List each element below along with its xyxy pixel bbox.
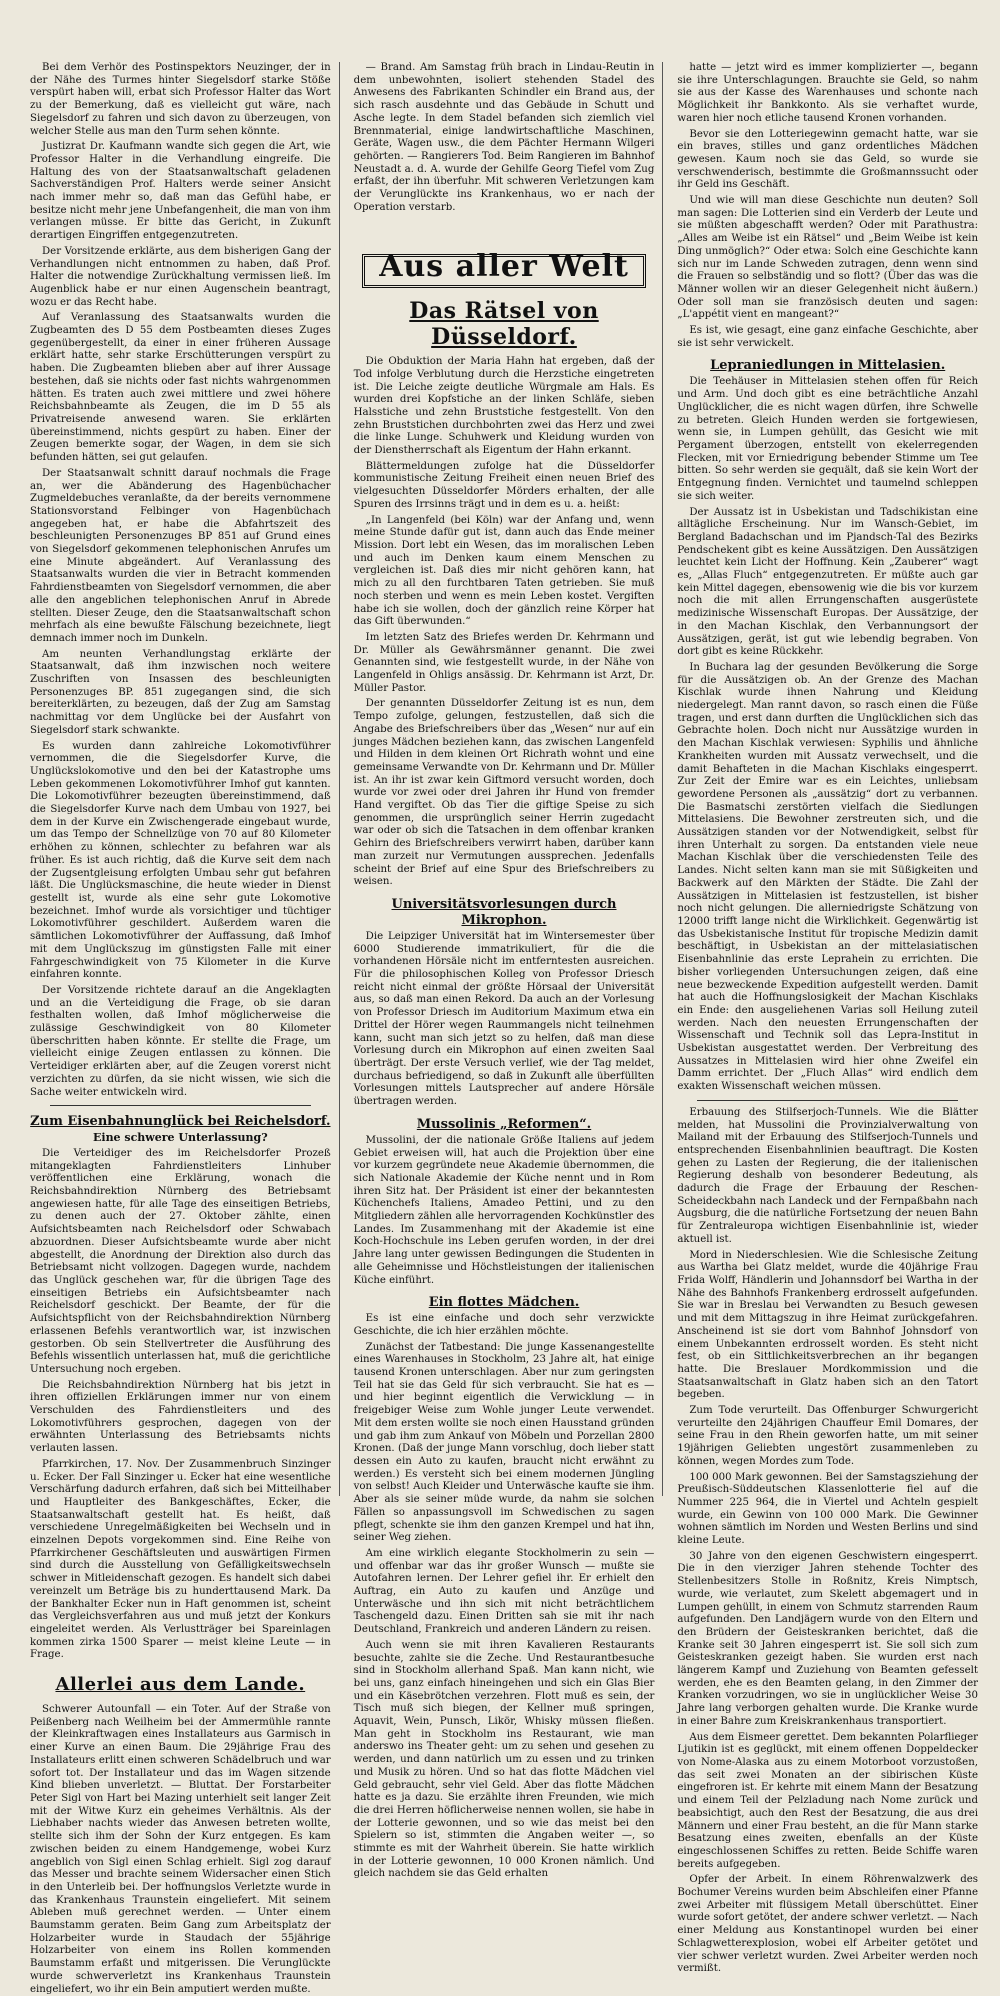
banner-title: Aus aller Welt — [379, 249, 629, 285]
paragraph — [30, 1459, 331, 1662]
paragraph: Blättermeldungen zufolge hat die Düsseldorfer kommunistische Zeitung Freiheit einen neuen Brief des vielgesuchten Düsseldorfer Mörders erhalten, der alle Spuren des Irrsinns trägt und in dem es u. a. heißt: — [353, 460, 655, 510]
paragraph: Justizrat Dr. Kaufmann wandte sich gegen die Art, wie Professor Halter in die Verhandlung eingreife. Die Haltung des von der Staatsanwaltschaft geladenen Sachverständigen Prof. Halters werde seiner Ansicht nach immer mehr so, daß man das Gefühl habe, er besitze nicht mehr jene Unbefangenheit, die man von ihm verlangen müsse. Er bitte das Gericht, in Zukunft derartigen Eingriffen entgegenzutreten. — [30, 141, 331, 242]
paragraph: Der genannten Düsseldorfer Zeitung ist es nun, dem Tempo zufolge, gelungen, festzustellen, daß sich die Angabe des Briefschreibers über das „Wesen“ nur auf ein junges Mädchen beziehen kann, das zwischen Langenfeld und Hilden in dem kleinen Ort Richrath wohnt und eine gemeinsame Verwandte von Dr. Kehrmann und Dr. Müller ist. An ihr ist zwar kein Giftmord versucht worden, doch wurde vor zwei oder drei Jahren ihr Hund von fremder Hand vergiftet. Ob das Tier die giftige Speise zu sich genommen, die ursprünglich seiner Herrin zugedacht war oder ob sich die Tatsachen in dem offenbar kranken Gehirn des Briefschreibers verwirrt haben, darüber kann man zurzeit nur Vermutungen aussprechen. Jedenfalls scheint der Brief auf eine Spur des Briefschreibers zu weisen. — [353, 698, 655, 888]
section-title: Allerlei aus dem Lande. — [55, 1674, 306, 1696]
paragraph: Bei dem Verhör des Postinspektors Neuzinger, der in der Nähe des Turmes hinter Siegelsdorf starke Stöße verspürt haben will, erbat sich Professor Halter das Wort zu der Bemerkung, daß es vielleicht gut wäre, nach Siegelsdorf zu fahren und sich davon zu überzeugen, von welcher Stelle aus man den Turm sehen könnte. — [30, 62, 331, 137]
paragraph: Und wie will man diese Geschichte nun deuten? Soll man sagen: Die Lotterien sind ein Verderb der Leute und sie müßten abgeschafft werden? Oder mit Parathustra: „Alles am Weibe ist ein Rätsel“ und „Beim Weibe ist kein Ding unmöglich?“ Oder etwa: Solch eine Geschichte kann sich nur im Lande Schweden zutragen, denn wenn sind die Frauen so selbständig und so flott? (Über das was die Männer wollen wir an dieser Gelegenheit nicht äußern.) Oder soll man sie französisch deuten und sagen: „L'appétit vient en mangeant?“ — [677, 195, 979, 321]
paragraph: — Brand. Am Samstag früh brach in Lindau-Reutin in dem unbewohnten, isoliert stehenden Stadel des Anwesens des Fabrikanten Schindler ein Brand aus, der sich rasch ausdehnte und das Gebäude in Schutt und Asche legte. In dem Stadel befanden sich ziemlich viel Brennmaterial, einige landwirtschaftliche Maschinen, Geräte, Wagen usw., die dem Pächter Hermann Wilgeri gehörten. — Rangierers Tod. Beim Rangieren im Bahnhof Neustadt a. d. A. wurde der Gehilfe Georg Tiefel vom Zug erfaßt, der ihn überfuhr. Mit schweren Verletzungen kam der Verunglückte ins Krankenhaus, wo er nach der Operation verstarb. — [353, 62, 655, 213]
paragraph: Es ist, wie gesagt, eine ganz einfache Geschichte, aber sie ist sehr verwickelt. — [677, 325, 979, 349]
divider — [50, 1105, 311, 1106]
paragraph: hatte — jetzt wird es immer komplizierter —, begann sie ihre Unterschlagungen. Brauchte sie Geld, so nahm sie aus der Kasse des Warenhauses und schonte nach Möglichkeit ihr Bankkonto. Als sie verhaftet wurde, waren hier noch etliche tausend Kronen vorhanden. — [677, 62, 979, 124]
paragraph: Aus dem Eismeer gerettet. Dem bekannten Polarflieger Ljutikin ist es geglückt, mit einem offenen Doppeldecker von Nome-Alaska aus zu einem Motorboot vorzustoßen, das seit zwei Monaten an der sibirischen Küste eingefroren ist. Er kehrte mit einem Mann der Besatzung und einem Teil der Pelzladung nach Nome zurück und beabsichtigt, auch den Rest der Besatzung, die aus drei Männern und einer Frau besteht, an die für Mann starke Besatzung eines zweiten, ebenfalls an der Küste eingeschlossenen Schiffes zu retten. Beide Schiffe waren bereits aufgegeben. — [677, 1731, 979, 1870]
paragraph: Die Reichsbahndirektion Nürnberg hat bis jetzt in ihren offiziellen Erklärungen immer nur von einem Verschulden des Fahrdienstleiters und des Lokomotivführers gesprochen, dagegen von der erwähnten Unterlassung des Betriebsamts nichts verlauten lassen. — [30, 1379, 331, 1455]
paragraph: Die Verteidiger des im Reichelsdorfer Prozeß mitangeklagten Fahrdienstleiters Linhuber veröffentlichen eine Erklärung, wonach die Reichsbahndirektion Nürnberg des Betriebsamt angewiesen hatte, für alle Tage des einseitigen Betriebs, zu denen auch der 27. Oktober zählte, einen Aufsichtsbeamten nach Reichelsdorf oder Schwabach abzuordnen. Dieser Aufsichtsbeamte wurde aber nicht abgestellt, die Anordnung der Direktion also durch das Betriebsamt nicht vollzogen. Dagegen wurde, nachdem das Unglück geschehen war, für die übrigen Tage des einseitigen Betriebs ein Aufsichtsbeamter nach Reichelsdorf geschickt. Der Beamte, der für die Aufsichtspflicht von der Reichsbahndirektion Nürnberg erlassenen Befehls verantwortlich war, ist inzwischen gestorben. Ob sein Stellvertreter die Ausführung des Befehls wissentlich unterlassen hat, muß die gerichtliche Untersuchung noch ergeben. — [30, 1147, 331, 1375]
paragraph: Auch wenn sie mit ihren Kavalieren Restaurants besuchte, zahlte sie die Zeche. Und Restaurantbesuche sind in Stockholm allerhand Spaß. Man kann nicht, wie bei uns, ganz einfach hineingehen und sich ein Glas Bier und ein Käsebrötchen verzehren. Flott muß es sein, der Tisch muß sich biegen, der Kellner muß springen, Aquavit, Wein, Punsch, Likör, Whisky müssen fließen. Man geht in Stockholm ins Restaurant, wie man anderswo ins Theater geht: um zu sehen und gesehen zu werden, und dann natürlich um zu essen und zu trinken und Musik zu hören. Und so hat das flotte Mädchen viel Geld gebraucht, sehr viel Geld. Aber das flotte Mädchen hatte es ja dazu. Sie erzählte ihren Freunden, wie mich die drei Herren höflicherweise nennen wollen, sie habe in der Lotterie gewonnen, und so wie das meist bei den Spielern so ist, stimmten die Angaben weiter —, so stimmte es mit der Wahrheit überein. Sie hatte wirklich in der Lotterie gewonnen, 10 000 Kronen nämlich. Und gleich nachdem sie das Geld erhalten — [353, 1639, 655, 1880]
paragraph: Auf Veranlassung des Staatsanwalts wurden die Zugbeamten des D 55 dem Postbeamten dieses Zuges gegenübergestellt, da einer in einer früheren Aussage erklärt hatte, sehr starke Erschütterungen verspürt zu haben. Die Zugbeamten blieben aber auf ihrer Aussage bestehen, daß sie nichts oder fast nichts wahrgenommen hätten. Es traten auch zwei mittlere und zwei höhere Reichsbahnbeamte als Zeugen, die im D 55 als Privatreisende anwesend waren. Sie erklärten übereinstimmend, nichts gespürt zu haben. Einer der Zeugen bemerkte sogar, der Wagen, in dem sie sich befunden hätten, sei gut gelaufen. — [30, 312, 331, 464]
paragraph: Der Vorsitzende erklärte, aus dem bisherigen Gang der Verhandlungen nicht entnommen zu haben, daß Prof. Halter die notwendige Zurückhaltung vermissen ließ. Im Augenblick habe er nur einen Augenschein beantragt, wozu er das Recht habe. — [30, 245, 331, 308]
dateline: Pfarrkirchen, 17. Nov. — [42, 1458, 160, 1470]
paragraph: Zum Tode verurteilt. Das Offenburger Schwurgericht verurteilte den 24jährigen Chauffeur Emil Domares, der seine Frau in den Rhein geworfen hatte, um mit seiner 19jährigen Geliebten ungestört zusammenleben zu können, wegen Mordes zum Tode. — [677, 1405, 979, 1467]
column-left — [30, 62, 340, 1995]
section-title: Universitätsvorlesungen durch Mikrophon. — [391, 896, 617, 928]
section-subtitle: Eine schwere Unterlassung? — [93, 1131, 268, 1145]
paragraph: Der Aussatz ist in Usbekistan und Tadschikistan eine alltägliche Erscheinung. Nur im Wansch-Gebiet, im Bergland Badachschan und im Pjandsch-Tal des Bezirks Pendschekent gibt es keine Aussätzigen. Den Aussätzigen leuchtet kein Licht der Hoffnung. Kein „Zauberer“ wagt es, „Allas Fluch“ entgegenzutreten. Er müßte auch gar kein Mittel dagegen, ebensowenig wie die bis vor kurzem noch die mit allen Errungenschaften ausgerüstete medizinische Wissenschaft Europas. Der Aussätzige, der in den Machan Kischlak, den Verbannungsort der Aussätzigen, gerät, ist gut wie lebendig begraben. Von dort gibt es keine Rückkehr. — [677, 506, 979, 658]
section-title: Das Rätsel von Düsseldorf. — [409, 298, 599, 351]
paragraph: Die Leipziger Universität hat im Wintersemester über 6000 Studierende immatrikuliert, für die die vorhandenen Hörsäle nicht im entferntesten ausreichen. Für die philosophischen Kolleg von Professor Driesch reicht nicht einmal der größte Hörsaal der Universität aus, so daß man einen Rekord. Da auch an der Vorlesung von Professor Driesch im Auditorium Maximum etwa ein Drittel der Hörer wegen Raummangels nicht teilnehmen kann, sucht man sich jetzt so zu helfen, daß man diese Vorlesung durch ein Mikrophon auf einen zweiten Saal überträgt. Der erste Versuch verlief, wie der Tag meldet, durchaus befriedigend, so daß in Zukunft alle überfüllten Vorlesungen mittels Lautsprecher auf andere Hörsäle übertragen werden. — [353, 930, 655, 1108]
paragraph: In Buchara lag der gesunden Bevölkerung die Sorge für die Aussätzigen ob. An der Grenze des Machan Kischlak wurde ihnen Nahrung und Kleidung niedergelegt. Man rannt davon, so rasch einen die Füße tragen, und erst dann durften die Unglücklichen sich das Gebrachte holen. Doch nicht nur Aussätzige wurden in den Machan Kischlak verwiesen: Syphilis und ähnliche Krankheiten wurden mit Aussatz verwechselt, und die damit Behafteten in die Machan Kischlaks eingesperrt. Zur Zeit der Emire war es ein Leichtes, unliebsam gewordene Personen als „aussätzig“ dort zu verbannen. Die Basmatschi zerstörten vielfach die Siedlungen Mittelasiens. Die Bewohner zerstreuten sich, und die Aussätzigen standen vor der Notwendigkeit, selbst für ihren Unterhalt zu sorgen. Da entstanden viele neue Machan Kischlak über die verschiedensten Teile des Landes. Nicht selten kann man sie mit Süßigkeiten und Backwerk auf den Märkten der Städte. Die Zahl der Aussätzigen in Mittelasien ist festzustellen, ist bisher noch nicht gelungen. Die allerniedrigste Schätzung von 12000 trifft lange nicht die Wirklichkeit. Gegenwärtig ist das Usbekistanische Institut für tropische Medizin damit beschäftigt, in Usbekistan an der mittelasiatischen Eisenbahnlinie das erste Leprahein zu errichten. Die bisher vorliegenden Untersuchungen zeigen, daß eine neue bezweckende Expedition aufgestellt werden. Damit hat auch die Hoffnungslosigkeit der Machan Kischlaks ein Ende: den ausgeliehenen Varias soll Heilung zuteil werden. Nach den neuesten Errungenschaften der Wissenschaft und Technik soll das Lepra-Institut in Usbekistan ausgestattet werden. Der Verbreitung des Aussatzes in Mittelasien wird hier ohne Zweifel ein Damm errichtet. Der „Fluch Allas“ wird endlich dem exakten Wissenschaft weichen müssen. — [677, 661, 979, 1093]
paragraph: Schwerer Autounfall — ein Toter. Auf der Straße von Peißenberg nach Weilheim bei der Ammermühle rannte der Kleinkraftwagen eines Installateurs aus Garmisch in einer Kurve an einen Baum. Die 29jährige Frau des Installateurs erlitt einen schweren Schädelbruch und war sofort tot. Der Installateur und das im Wagen sitzende Kind blieben unverletzt. — Bluttat. Der Forstarbeiter Peter Sigl von Hart bei Mazing unterhielt seit langer Zeit mit der Witwe Kurz ein geheimes Verhältnis. Als der Liebhaber nachts wieder das Anwesen betreten wollte, stellte sich ihm der Sohn der Kurz entgegen. Es kam zwischen beiden zu einem Handgemenge, wobei Kurz angeblich von Sigl einen Schlag erhielt. Sigl zog darauf das Messer und brachte seinem Widersacher einen Stich in den Unterleib bei. Der hoffnungslos Verletzte wurde in das Krankenhaus Traunstein eingeliefert. Mit seinem Ableben muß gerechnet werden. — Unter einem Baumstamm geraten. Beim Gang zum Arbeitsplatz der Holzarbeiter wurde in Staudach der 55jährige Holzarbeiter von einem ins Rollen kommenden Baumstamm erfaßt und mitgerissen. Die Verunglückte wurde schwerverletzt ins Krankenhaus Traunstein eingeliefert, wo ihr ein Bein amputiert werden mußte. — [30, 1704, 331, 1995]
section-title: Ein flottes Mädchen. — [428, 1295, 580, 1311]
paragraph: Erbauung des Stilfserjoch-Tunnels. Wie die Blätter melden, hat Mussolini die Provinzialverwaltung von Mailand mit der Erbauung des Stilfserjoch-Tunnels und entsprechenden Eisenbahnlinien beauftragt. Die Kosten gehen zu Lasten der Regierung, die der italienischen Regierung deshalb von besonderer Bedeutung, als dadurch die Frage der Erbauung der Reschen-Scheideckbahn nach Landeck und der Fernpaßbahn nach Augsburg, die die natürliche Fortsetzung der neuen Bahn für Zentraleuropa wichtigen Eisenbahnlinie ist, wieder aktuell ist. — [677, 1106, 979, 1245]
paragraph-text: Der Zusammenbruch Sinzinger u. Ecker. Der Fall Sinzinger u. Ecker hat eine wesentliche Verschärfung dadurch erfahren, daß sich bei Mitteilhaber und Hauptleiter des Bankgeschäftes, Ecker, die Staatsanwaltschaft gestellt hat. Es heißt, daß verschiedene Unregelmäßigkeiten bei Wechseln und in einzelnen Depots vorgekommen sind. Eine Reihe von Pfarrkirchener Geschäftsleuten und auswärtigen Firmen sind durch die Ausstellung von Gefälligkeitswechseln schwer in Mitleidenschaft gezogen. Es handelt sich dabei vereinzelt um Beträge bis zu hunderttausend Mark. Da der Bankhalter Ecker nun in Haft genommen ist, scheint das Vergleichsverfahren aus und muß jetzt der Konkurs eingeleitet werden. Als Verlustträger bei Spareinlagen kommen zirka 1500 Sparer — meist kleine Leute — in Frage. — [30, 1458, 331, 1661]
paragraph: Die Obduktion der Maria Hahn hat ergeben, daß der Tod infolge Verblutung durch die Herzstiche eingetreten ist. Die Leiche zeigte deutliche Würgmale am Hals. Es wurden drei Kopfstiche an der linken Schläfe, sieben Halsstiche und zehn Bruststiche festgestellt. Von den zehn Bruststichen durchbohrten zwei das Herz und zwei die linke Lunge. Schuhwerk und Kleidung wurden von der Dienstherrschaft als Eigentum der Hahn erkannt. — [353, 356, 655, 457]
section-banner — [362, 249, 647, 288]
paragraph: Im letzten Satz des Briefes werden Dr. Kehrmann und Dr. Müller als Gewährsmänner genannt. Die zwei Genannten sind, wie festgestellt wurde, in der Nähe von Langenfeld in Ohligs ansässig. Dr. Kehrmann ist Arzt, Dr. Müller Pastor. — [353, 631, 655, 694]
paragraph: 30 Jahre von den eigenen Geschwistern eingesperrt. Die in den vierziger Jahren stehende Tochter des Stellenbesitzers Stolle in Roßnitz, Kreis Nimptsch, wurde, wie verlautet, zum Skelett abgemagert und in Lumpen gehüllt, in einem von Schmutz starrenden Raum aufgefunden. Den Landjägern wurde von den Eltern und den Brüdern der Geisteskranken berichtet, daß die Kranke seit 30 Jahren eingesperrt ist. Sie soll sich zum Geisteskranken gezeigt haben. Sie wurden erst nach längerem Kampf und Zuziehung von Beamten gefesselt werden, ehe es den Beamten gelang, in den Zimmer der Kranken vorzudringen, wo sie in unglücklicher Weise 30 Jahre lang verborgen gehalten wurde. Die Kranke wurde in einer Bahre zum Kreiskrankenhaus transportiert. — [677, 1550, 979, 1727]
paragraph: Der Vorsitzende richtete darauf an die Angeklagten und an die Verteidigung die Frage, ob sie daran festhalten wollen, daß Imhof möglicherweise die zulässige Geschwindigkeit von 80 Kilometer überschritten haben könnte. Er stellte die Frage, um vielleicht einige Zeugen entlassen zu können. Die Verteidiger erklärten aber, auf die Zeugen vorerst nicht verzichten zu dürfen, da sie nicht wissen, wie sich die Sache weiter entwickeln wird. — [30, 984, 331, 1098]
paragraph: Zunächst der Tatbestand: Die junge Kassenangestellte eines Warenhauses in Stockholm, 23 Jahre alt, hat einige tausend Kronen unterschlagen. Aber nur zum geringsten Teil hat sie das Geld für sich verbraucht. Sie hat es — und hier beginnt eigentlich die Verwicklung — in freigebiger Weise zum Wohle junger Leute verwendet. Mit dem ersten wollte sie noch einen Hausstand gründen und gab ihm zum Ankauf von Möbeln und Porzellan 2800 Kronen. (Daß der junge Mann vorschlug, doch lieber statt dessen ein Auto zu kaufen, braucht nicht erwähnt zu werden.) Es versteht sich bei einem modernen Jüngling von selbst! Auch Kleider und Unterwäsche kaufte sie ihm. Aber als sie seiner müde wurde, da nahm sie solchen Fällen so anpassungsvoll im Schwedischen zu sagen pflegt, schenkte sie ihm den ganzen Krempel und hat ihn, seiner Weg ziehen. — [353, 1341, 655, 1544]
section-title: Zum Eisenbahnunglück bei Reichelsdorf. — [30, 1114, 331, 1130]
column-right — [677, 62, 979, 1975]
paragraph: Der Staatsanwalt schnitt darauf nochmals die Frage an, wer die Abänderung des Hagenbüchacher Zugmeldebuches veranlaßte, da der bereits vernommene Stationsvorstand Felbinger von Hagenbüchach angegeben hat, er habe die Abfahrtszeit des beschleunigten Personenzuges BP 851 auf Grund eines von Siegelsdorf gekommenen telephonischen Anrufes um eine Minute abgeändert. Auf Veranlassung des Staatsanwalts wurden die vier in Betracht kommenden Fahrdienstbeamten von Siegelsdorf vernommen, die aber alle den angeblichen telephonischen Anruf in Abrede stellten. Dieser Zeuge, den die Staatsanwaltschaft schon mehrfach als eine bewußte Fälschung bezeichnete, liegt demnach immer noch im Dunkeln. — [30, 467, 331, 644]
paragraph: Es wurden dann zahlreiche Lokomotivführer vernommen, die die Siegelsdorfer Kurve, die Unglückslokomotive und den bei der Katastrophe ums Leben gekommenen Lokomotivführer Imhof gut kannten. Die Lokomotivführer bezeugten übereinstimmend, daß die Siegelsdorfer Kurve nach dem Umbau von 1927, bei dem in der Kurve ein Zwischengerade eingebaut wurde, um das Tempo der Schnellzüge von 70 auf 80 Kilometer erhöhen zu können, schlechter zu befahren war als früher. Es ist auch richtig, daß die Kurve seit dem nach der Zugsentgleisung erfolgten Umbau sehr gut befahren läßt. Die Unglücksmaschine, die heute wieder in Dienst gestellt ist, wurde als eine sehr gute Lokomotive bezeichnet. Imhof wurde als vorsichtiger und tüchtiger Lokomotivführer geschildert. Außerdem waren die sämtlichen Lokomotivführer der Auffassung, daß Imhof mit dem Unglückszug im günstigsten Falle mit einer Fahrgeschwindigkeit von 75 Kilometer in die Kurve einfahren konnte. — [30, 740, 331, 981]
paragraph: Mussolini, der die nationale Größe Italiens auf jedem Gebiet erweisen will, hat auch die Projektion über eine vor kurzem gegründete neue Akademie übernommen, die sich Nationale Akademie der Küche nennt und in Rom ihren Sitz hat. Der Präsident ist einer der bekanntesten Küchenchefs Italiens, Amadeo Pettini, und zu den Mitgliedern zählen alle hervorragenden Kochkünstler des Landes. Im Zusammenhang mit der Akademie ist eine Koch-Hochschule ins Leben gerufen worden, in der drei Jahre lang unter gewissen Bedingungen die Studenten in alle Geheimnisse und Höchstleistungen der italienischen Küche einführt. — [353, 1134, 655, 1286]
paragraph: Am eine wirklich elegante Stockholmerin zu sein — und offenbar war das ihr großer Wunsch — mußte sie Autofahren lernen. Der Lehrer gefiel ihr. Er erhielt den Auftrag, ein Auto zu kaufen und Anzüge und Unterwäsche und ihn sich mit nicht beträchtlichem Taschengeld dazu. Einen Dritten sah sie mit ihr nach Deutschland, Frankreich und anderen Ländern zu reisen. — [353, 1547, 655, 1636]
paragraph: Die Teehäuser in Mittelasien stehen offen für Reich und Arm. Und doch gibt es eine beträchtliche Anzahl Unglücklicher, die es nicht wagen dürfen, ihre Schwelle zu betreten. Gleich Hunden werden sie fortgewiesen, wenn sie, in Lumpen gehüllt, das Gesicht wie mit Pergament überzogen, entstellt von ekelerregenden Flecken, mit vor Erniedrigung bebender Stimme um Tee bitten. So sehr werden sie gequält, daß sie kein Wort der Entgegnung finden. Vernichtet und taumelnd schleppen sie sich weiter. — [677, 376, 979, 502]
section-title: Mussolinis „Reformen“. — [416, 1116, 592, 1132]
column-middle — [353, 62, 664, 1880]
section-title: Lepraniedlungen in Mittelasien. — [710, 358, 946, 374]
paragraph: „In Langenfeld (bei Köln) war der Anfang und, wenn meine Stunde dafür gut ist, dann auch das Ende meiner Mission. Dort lebt ein Wesen, das im moralischen Leben und auch im Denken kaum einem Menschen zu vergleichen ist. Daß dies mir nicht gehören kann, hat mich zu all den furchtbaren Taten getrieben. Sie muß noch sterben und wenn es mein Leben kostet. Vergiften habe ich sie wollen, doch der gänzlich reine Körper hat das Gift überwunden.“ — [353, 514, 655, 628]
paragraph: Es ist eine einfache und doch sehr verzwickte Geschichte, die ich hier erzählen möchte. — [353, 1313, 655, 1337]
paragraph: Mord in Niederschlesien. Wie die Schlesische Zeitung aus Wartha bei Glatz meldet, wurde die 40jährige Frau Frida Wolff, Händlerin und Johannsdorf bei Wartha in der Nähe des Bahnhofs Frankenberg erdrosselt aufgefunden. Sie war in Breslau bei Verwandten zu Besuch gewesen und mit dem Mittagszug in ihre Heimat zurückgefahren. Anscheinend ist sie dort vom Bahnhof Johnsdorf von einem Unbekannten erdrosselt worden. Es steht nicht fest, ob ein Sittlichkeitsverbrechen an ihr begangen hatte. Die Breslauer Mordkommission und die Staatsanwaltschaft in Glatz haben sich an den Tatort begeben. — [677, 1249, 979, 1401]
paragraph: Opfer der Arbeit. In einem Röhrenwalzwerk des Bochumer Vereins wurden beim Abschleifen einer Pfanne zwei Arbeiter mit flüssigem Metall überschüttet. Einer wurde sofort getötet, der andere schwer verletzt. — Nach einer Meldung aus Konstantinopel wurden bei einer Schlagwetterexplosion, wobei elf Arbeiter getötet und vier schwer verletzt wurden. Zwei Arbeiter werden noch vermißt. — [677, 1874, 979, 1975]
paragraph: Bevor sie den Lotteriegewinn gemacht hatte, war sie ein braves, stilles und ganz ordentliches Mädchen gewesen. Kaum noch sie das Geld, so wurde sie verschwenderisch, bestimmte die Großmannssucht oder ihr Geld ins Geschäft. — [677, 128, 979, 191]
divider — [697, 1100, 958, 1101]
paragraph: 100 000 Mark gewonnen. Bei der Samstagsziehung der Preußisch-Süddeutschen Klassenlotterie fiel auf die Nummer 225 964, die in Viertel und Achteln gespielt wurde, ein Gewinn von 100 000 Mark. Die Gewinner wohnen sämtlich im Norden und Westen Berlins und sind kleine Leute. — [677, 1471, 979, 1547]
paragraph: Am neunten Verhandlungstag erklärte der Staatsanwalt, daß ihm inzwischen noch weitere Zuschriften von Insassen des beschleunigten Personenzuges BP. 851 zugegangen sind, die sich bereiterklärten, zu bezeugen, daß der Zug am Samstag nachmittag vor dem Unglücke bei der Ausfahrt von Siegelsdorf stark schwankte. — [30, 648, 331, 736]
